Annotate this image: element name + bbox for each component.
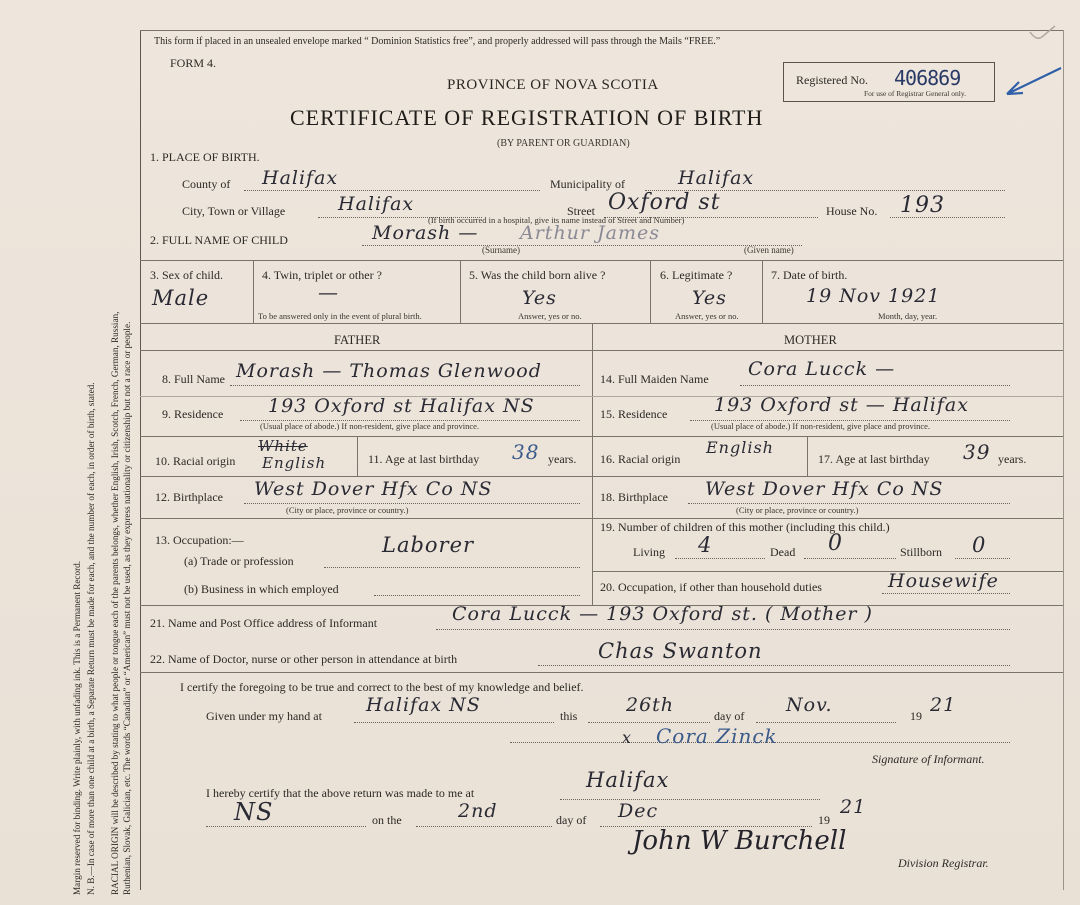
given-day-line bbox=[588, 722, 710, 723]
legitimate-label: 6. Legitimate ? bbox=[660, 268, 733, 282]
informant-signature-label: Signature of Informant. bbox=[872, 752, 985, 766]
registrar-month-value: Dec bbox=[618, 800, 659, 822]
mother-name-value: Cora Lucck — bbox=[748, 358, 896, 380]
father-birthplace-value: West Dover Hfx Co NS bbox=[254, 478, 493, 500]
right-border bbox=[1063, 30, 1064, 890]
informant-label: 21. Name and Post Office address of Informant bbox=[150, 616, 378, 630]
mother-racial-value: English bbox=[706, 438, 774, 457]
left-border bbox=[140, 30, 141, 890]
child-surname-value: Morash — bbox=[372, 222, 479, 244]
child-name-label: 2. FULL NAME OF CHILD bbox=[150, 233, 288, 247]
given-place-value: Halifax NS bbox=[366, 694, 481, 716]
informant-line bbox=[436, 629, 1010, 630]
father-years-label: years. bbox=[548, 452, 577, 466]
birthplace-row-divider bbox=[140, 518, 1063, 519]
margin-note-plural-birth: N. B.—In case of more than one child at a birth, a Separate Return must be made for each, and the number of each, in order of birth, stated. bbox=[86, 382, 96, 895]
place-of-birth-heading: 1. PLACE OF BIRTH. bbox=[150, 150, 260, 164]
father-row-divider-2 bbox=[140, 436, 592, 437]
form-number: FORM 4. bbox=[170, 56, 217, 70]
certify-statement: I certify the foregoing to be true and correct to the best of my knowledge and belief. bbox=[180, 680, 584, 694]
stillborn-value: 0 bbox=[972, 533, 987, 557]
registrar-on-label: on the bbox=[372, 813, 402, 827]
mother-occupation-label: 20. Occupation, if other than household duties bbox=[600, 580, 822, 594]
living-label: Living bbox=[633, 545, 665, 559]
col-divider-2 bbox=[460, 260, 461, 323]
margin-note-racial-origin-cont: Ruthenian, Slovak, Galician, etc. The words “Canadian” or “American” must not be used, as they express nationality or citizenship but not a race or people. bbox=[122, 321, 132, 895]
informant-value: Cora Lucck — 193 Oxford st. ( Mother ) bbox=[452, 603, 873, 625]
registrar-place2-line bbox=[206, 826, 366, 827]
mother-age-label: 17. Age at last birthday bbox=[818, 452, 930, 466]
father-name-value: Morash — Thomas Glenwood bbox=[236, 360, 542, 382]
given-dayof-label: day of bbox=[714, 709, 745, 723]
father-residence-value: 193 Oxford st Halifax NS bbox=[268, 395, 535, 417]
informant-signature: Cora Zinck bbox=[656, 724, 778, 748]
mother-age-divider bbox=[807, 436, 808, 476]
given-month-value: Nov. bbox=[786, 694, 833, 716]
street-value: Oxford st bbox=[608, 190, 721, 215]
dead-value: 0 bbox=[828, 531, 843, 556]
father-name-line bbox=[230, 385, 580, 386]
mother-row-divider-3 bbox=[592, 476, 1063, 477]
this-label: this bbox=[560, 709, 578, 723]
given-place-line bbox=[354, 722, 554, 723]
house-value: 193 bbox=[900, 193, 945, 218]
mother-birthplace-note: (City or place, province or country.) bbox=[736, 505, 859, 515]
mother-racial-label: 16. Racial origin bbox=[600, 452, 681, 466]
registrar-place2-value: NS bbox=[234, 798, 274, 826]
birth-date-label: 7. Date of birth. bbox=[771, 268, 848, 282]
birth-date-note: Month, day, year. bbox=[878, 311, 938, 321]
given-name-note: (Given name) bbox=[744, 245, 794, 255]
parents-center-divider bbox=[592, 323, 593, 605]
registrar-dayof-label: day of bbox=[556, 813, 587, 827]
father-racial-label: 10. Racial origin bbox=[155, 454, 236, 468]
birth-date-value: 19 Nov 1921 bbox=[806, 285, 941, 307]
alive-value: Yes bbox=[522, 287, 557, 309]
business-label: (b) Business in which employed bbox=[184, 582, 339, 596]
parents-heading-divider bbox=[140, 350, 1063, 351]
trade-line bbox=[324, 567, 580, 568]
alive-label: 5. Was the child born alive ? bbox=[469, 268, 606, 282]
father-name-label: 8. Full Name bbox=[162, 372, 225, 386]
doctor-value: Chas Swanton bbox=[598, 639, 763, 663]
father-abode-note: (Usual place of abode.) If non-resident, give place and province. bbox=[260, 421, 480, 431]
father-birthplace-note: (City or place, province or country.) bbox=[286, 505, 409, 515]
registrar-signature: John W Burchell bbox=[632, 826, 847, 856]
registrar-day-line bbox=[416, 826, 552, 827]
father-racial-struck: White bbox=[258, 437, 308, 455]
children-count-label: 19. Number of children of this mother (including this child.) bbox=[600, 520, 890, 534]
mother-row-divider-2 bbox=[592, 436, 1063, 437]
page-subtitle: (BY PARENT OR GUARDIAN) bbox=[497, 138, 630, 149]
top-border bbox=[140, 30, 1063, 31]
given-month-line bbox=[756, 722, 896, 723]
father-racial-value: English bbox=[262, 454, 327, 472]
given-day-value: 26th bbox=[626, 694, 675, 716]
registration-box bbox=[783, 62, 995, 102]
stillborn-line bbox=[955, 558, 1010, 559]
row-divider-top bbox=[140, 260, 1063, 261]
city-label: City, Town or Village bbox=[182, 204, 286, 218]
legitimate-note: Answer, yes or no. bbox=[675, 311, 739, 321]
registrar-statement: I hereby certify that the above return was made to me at bbox=[206, 786, 475, 800]
page-title: CERTIFICATE OF REGISTRATION OF BIRTH bbox=[290, 105, 764, 130]
father-birthplace-line bbox=[244, 503, 580, 504]
mother-residence-value: 193 Oxford st — Halifax bbox=[714, 394, 969, 416]
stillborn-label: Stillborn bbox=[900, 545, 943, 559]
dead-label: Dead bbox=[770, 545, 796, 559]
registered-number: 406869 bbox=[894, 66, 961, 90]
occupation-label: 13. Occupation:— bbox=[155, 533, 244, 547]
informant-mark: x bbox=[622, 728, 633, 747]
mother-age-value: 39 bbox=[963, 440, 991, 464]
twin-value: — bbox=[318, 280, 339, 304]
father-age-value: 38 bbox=[512, 440, 540, 464]
county-line bbox=[244, 190, 540, 191]
twin-note: To be answered only in the event of plural birth. bbox=[258, 311, 422, 321]
mother-name-line bbox=[740, 385, 1010, 386]
living-value: 4 bbox=[698, 533, 713, 557]
margin-note-binding: Margin reserved for binding. Write plainly, with unfading ink. This is a Permanent Record. bbox=[72, 560, 82, 895]
given-year-prefix: 19 bbox=[910, 709, 922, 723]
business-line bbox=[374, 595, 580, 596]
mother-heading: MOTHER bbox=[784, 333, 837, 347]
mother-name-label: 14. Full Maiden Name bbox=[600, 372, 709, 386]
doctor-label: 22. Name of Doctor, nurse or other person in attendance at birth bbox=[150, 652, 458, 666]
registrar-day-value: 2nd bbox=[458, 800, 498, 822]
mother-birthplace-label: 18. Birthplace bbox=[600, 490, 668, 504]
given-under-label: Given under my hand at bbox=[206, 709, 322, 723]
check-mark-icon bbox=[985, 20, 1070, 100]
doctor-line bbox=[538, 665, 1010, 666]
legitimate-value: Yes bbox=[692, 287, 727, 309]
registrar-year-value: 21 bbox=[840, 796, 867, 818]
street-label: Street bbox=[567, 204, 595, 218]
father-heading: FATHER bbox=[334, 333, 381, 347]
province-heading: PROVINCE OF NOVA SCOTIA bbox=[447, 77, 659, 93]
registrar-year-prefix: 19 bbox=[818, 813, 830, 827]
mail-notice: This form if placed in an unsealed envelope marked “ Dominion Statistics free”, and properly addressed will pass through the Mails “FREE.” bbox=[154, 36, 721, 47]
mother-abode-note: (Usual place of abode.) If non-resident, give place and province. bbox=[711, 421, 931, 431]
father-birthplace-label: 12. Birthplace bbox=[155, 490, 223, 504]
trade-value: Laborer bbox=[382, 533, 475, 557]
col-divider-3 bbox=[650, 260, 651, 323]
registered-label: Registered No. bbox=[796, 73, 868, 87]
municipality-value: Halifax bbox=[678, 167, 755, 189]
sex-label: 3. Sex of child. bbox=[150, 268, 223, 282]
registrar-general-note: For use of Registrar General only. bbox=[864, 89, 966, 98]
mother-occupation-line bbox=[882, 593, 1010, 594]
trade-label: (a) Trade or profession bbox=[184, 554, 294, 568]
registrar-signature-label: Division Registrar. bbox=[898, 856, 989, 870]
surname-note: (Surname) bbox=[482, 245, 520, 255]
row-divider-bottom bbox=[140, 323, 1063, 324]
mother-years-label: years. bbox=[998, 452, 1027, 466]
child-given-value: Arthur James bbox=[520, 222, 660, 244]
child-name-line bbox=[362, 245, 802, 246]
mother-occupation-value: Housewife bbox=[888, 570, 999, 592]
certify-divider bbox=[140, 672, 1063, 673]
sex-value: Male bbox=[152, 286, 210, 310]
city-value: Halifax bbox=[338, 193, 415, 215]
municipality-label: Municipality of bbox=[550, 177, 625, 191]
father-age-label: 11. Age at last birthday bbox=[368, 452, 480, 466]
margin-note-racial-origin: RACIAL ORIGIN will be described by stating to what people or tongue each of the parents belongs, whether English, Irish, Scotch, French, German, Russian, bbox=[110, 311, 120, 895]
registrar-place-line bbox=[560, 799, 820, 800]
mother-residence-label: 15. Residence bbox=[600, 407, 668, 421]
mother-birthplace-value: West Dover Hfx Co NS bbox=[705, 478, 944, 500]
alive-note: Answer, yes or no. bbox=[518, 311, 582, 321]
father-age-divider bbox=[357, 436, 358, 476]
col-divider-4 bbox=[762, 260, 763, 323]
registrar-place-value: Halifax bbox=[586, 768, 670, 792]
father-residence-label: 9. Residence bbox=[162, 407, 224, 421]
hospital-note: (If birth occurred in a hospital, give its name instead of Street and Number) bbox=[428, 215, 685, 225]
given-year-value: 21 bbox=[930, 694, 957, 716]
county-value: Halifax bbox=[262, 167, 339, 189]
mother-birthplace-line bbox=[688, 503, 1010, 504]
house-label: House No. bbox=[826, 204, 878, 218]
dead-line bbox=[804, 558, 896, 559]
living-line bbox=[675, 558, 765, 559]
father-row-divider-3 bbox=[140, 476, 592, 477]
col-divider-1 bbox=[253, 260, 254, 323]
twin-label: 4. Twin, triplet or other ? bbox=[262, 268, 382, 282]
county-label: County of bbox=[182, 177, 231, 191]
